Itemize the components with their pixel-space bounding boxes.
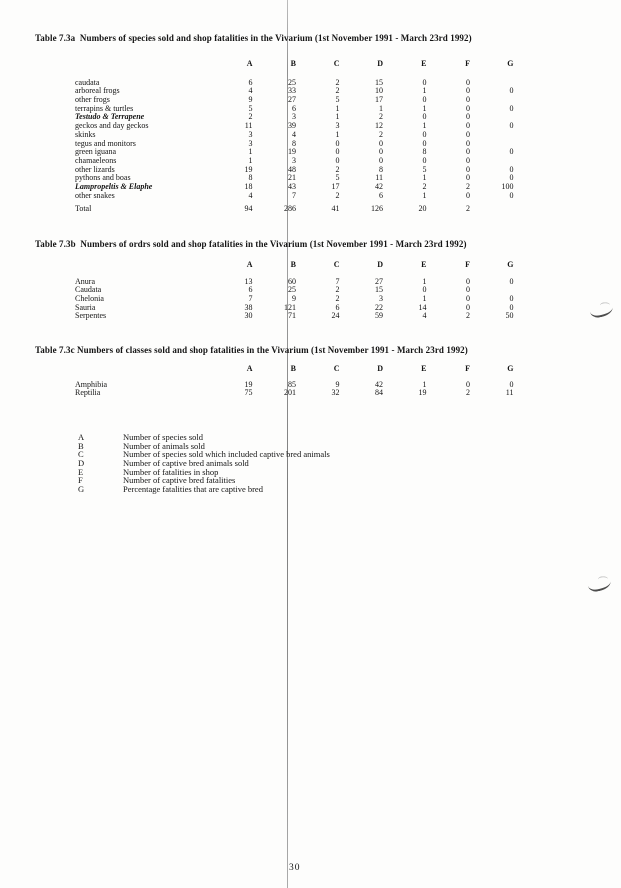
cell-value: 6 (292, 103, 296, 113)
cell-value: 2 (466, 181, 470, 191)
legend-key: D (78, 458, 85, 469)
table-header-row (75, 365, 514, 374)
cell-value: 5 (422, 164, 427, 174)
legend-description: Number of fatalities in shop (123, 466, 219, 477)
table-7-3c (75, 365, 514, 398)
cell-value: 3 (248, 129, 253, 139)
cell-value: 0 (466, 129, 470, 139)
cell-value: 25 (288, 285, 296, 295)
row-label: Lampropeltis & Elaphe (75, 181, 153, 191)
cell-value: 19 (244, 164, 253, 174)
row-label: other lizards (75, 164, 115, 174)
cell-value: 8 (422, 147, 427, 157)
cell-value (470, 131, 514, 140)
cell-value: 0 (466, 147, 470, 157)
cell-value: 94 (244, 204, 253, 214)
cell-value: 38 (244, 302, 253, 312)
cell-value: 22 (375, 302, 383, 312)
cell-value: 8 (248, 173, 253, 183)
row-label: Chelonia (75, 294, 104, 304)
cell-value: 1 (422, 276, 427, 286)
cell-value: 4 (422, 311, 427, 321)
legend-description: Number of species sold which included captive bred animals (123, 449, 330, 460)
cell-value: 17 (375, 95, 383, 105)
cell-value: 2 (466, 388, 470, 398)
legend-description: Number of species sold (123, 432, 204, 442)
cell-value: 0 (379, 138, 383, 148)
cell-value: 0 (509, 294, 514, 304)
cell-value: 18 (244, 181, 253, 191)
cell-value (470, 79, 514, 88)
row-label: other frogs (75, 95, 110, 105)
cell-value: 6 (248, 285, 253, 295)
table-row (75, 312, 514, 321)
cell-value: 15 (375, 285, 383, 295)
column-header: F (465, 260, 470, 269)
cell-value (470, 286, 514, 295)
cell-value: 20 (418, 204, 427, 214)
cell-value: 286 (284, 204, 296, 214)
legend-key: E (78, 466, 84, 477)
cell-value: 27 (288, 95, 296, 105)
cell-value: 2 (335, 294, 340, 304)
row-label: pythons and boas (75, 173, 131, 183)
cell-value: 1 (422, 86, 427, 96)
cell-value: 201 (284, 388, 296, 398)
cell-value: 30 (244, 311, 253, 321)
cell-value: 10 (375, 86, 383, 96)
cell-value: 2 (335, 86, 340, 96)
cell-value: 3 (379, 294, 383, 304)
cell-value: 0 (422, 95, 427, 105)
cell-value: 0 (335, 155, 340, 165)
column-header: F (465, 59, 470, 68)
cell-value: 1 (335, 103, 340, 113)
row-label (75, 60, 209, 69)
cell-value: 6 (248, 77, 253, 87)
row-label: Anura (75, 276, 95, 286)
cell-value: 24 (331, 311, 340, 321)
table-7-3a-title: Table 7.3a Numbers of species sold and shop fatalities in the Vivarium (1st November 1991 - March 23rd 1992) (35, 33, 472, 43)
row-label: caudata (75, 77, 100, 87)
cell-value: 3 (248, 138, 253, 148)
cell-value: 100 (501, 181, 514, 191)
cell-value: 75 (244, 388, 253, 398)
cell-value: 19 (288, 147, 296, 157)
column-header: C (333, 364, 340, 373)
cell-value: 0 (509, 121, 514, 131)
pen-mark-artifact (587, 578, 612, 593)
legend-key: G (78, 484, 85, 495)
cell-value: 0 (466, 121, 470, 131)
cell-value: 19 (418, 388, 427, 398)
cell-value: 1 (422, 190, 427, 200)
row-label (75, 365, 209, 374)
cell-value: 0 (466, 294, 470, 304)
cell-value: 7 (335, 276, 340, 286)
column-header: G (507, 59, 514, 68)
table-7-3b-title: Table 7.3b Numbers of ordrs sold and shop fatalities in the Vivarium (1st November 1991 - March 23rd 1992) (35, 239, 467, 249)
table-7-3a (75, 60, 514, 214)
cell-value: 0 (509, 86, 514, 96)
column-header: C (333, 260, 340, 269)
row-label: Amphibia (75, 379, 107, 389)
cell-value: 0 (466, 173, 470, 183)
cell-value: 60 (288, 276, 296, 286)
column-header: A (246, 260, 253, 269)
cell-value: 2 (422, 181, 427, 191)
column-header: D (377, 364, 383, 373)
cell-value: 4 (248, 86, 253, 96)
column-header: A (246, 59, 253, 68)
cell-value: 0 (509, 103, 514, 113)
legend-key: F (78, 475, 83, 486)
row-label (75, 261, 209, 270)
legend-description: Number of captive bred animals sold (123, 458, 249, 469)
row-label: other snakes (75, 190, 115, 200)
cell-value: 2 (335, 190, 340, 200)
table-header-row (75, 60, 514, 69)
cell-value: 1 (422, 294, 427, 304)
column-header: A (246, 364, 253, 373)
cell-value: 2 (379, 112, 383, 122)
row-label: green iguana (75, 147, 117, 157)
cell-value: 0 (509, 147, 514, 157)
cell-value: 0 (379, 155, 383, 165)
row-label: Testudo & Terrapene (75, 112, 145, 122)
cell-value: 4 (248, 190, 253, 200)
cell-value (470, 140, 514, 149)
cell-value: 4 (292, 129, 296, 139)
cell-value: 0 (466, 379, 470, 389)
cell-value: 1 (335, 129, 340, 139)
cell-value: 121 (284, 302, 296, 312)
cell-value: 11 (375, 173, 383, 183)
cell-value: 0 (335, 147, 340, 157)
cell-value: 0 (466, 164, 470, 174)
cell-value: 0 (466, 86, 470, 96)
legend-key: C (78, 449, 84, 460)
cell-value: 15 (375, 77, 383, 87)
table-row (75, 192, 514, 201)
cell-value: 1 (422, 173, 427, 183)
cell-value: 9 (292, 294, 296, 304)
cell-value: 0 (422, 155, 427, 165)
table-header-row (75, 261, 514, 270)
cell-value: 126 (371, 204, 383, 214)
table-7-3b (75, 261, 514, 321)
cell-value: 33 (288, 86, 296, 96)
column-header: E (421, 260, 427, 269)
cell-value: 43 (288, 181, 296, 191)
cell-value: 2 (335, 77, 340, 87)
cell-value: 1 (379, 103, 383, 113)
cell-value: 48 (288, 164, 296, 174)
cell-value: 59 (375, 311, 383, 321)
cell-value: 5 (248, 103, 253, 113)
cell-value: 2 (248, 112, 253, 122)
cell-value: 0 (466, 138, 470, 148)
row-label: Total (75, 204, 92, 214)
cell-value: 0 (335, 138, 340, 148)
cell-value: 25 (288, 77, 296, 87)
cell-value: 0 (466, 103, 470, 113)
cell-value: 0 (509, 379, 514, 389)
legend-row (78, 485, 330, 494)
cell-value: 42 (375, 379, 383, 389)
column-key-legend (78, 433, 330, 494)
cell-value: 0 (509, 173, 514, 183)
cell-value: 9 (248, 95, 253, 105)
cell-value: 6 (379, 190, 383, 200)
cell-value: 2 (379, 129, 383, 139)
row-label: Serpentes (75, 311, 107, 321)
cell-value (470, 157, 514, 166)
column-header: D (377, 260, 383, 269)
table-total-row (75, 205, 514, 214)
row-label: geckos and day geckos (75, 121, 149, 131)
cell-value: 85 (288, 379, 296, 389)
column-header: F (465, 364, 470, 373)
column-header: E (421, 364, 427, 373)
legend-description: Number of animals sold (123, 440, 205, 451)
cell-value: 39 (288, 121, 296, 131)
cell-value: 0 (509, 190, 514, 200)
row-label: tegus and monitors (75, 138, 136, 148)
cell-value: 13 (244, 276, 253, 286)
cell-value: 0 (422, 112, 427, 122)
cell-value: 9 (335, 379, 340, 389)
cell-value: 8 (379, 164, 383, 174)
cell-value: 32 (331, 388, 340, 398)
cell-value: 1 (422, 121, 427, 131)
table-7-3c-title: Table 7.3c Numbers of classes sold and shop fatalities in the Vivarium (1st November 1991 - March 23rd 1992) (35, 345, 468, 355)
cell-value: 2 (466, 311, 470, 321)
page-number: 30 (289, 863, 301, 873)
cell-value: 84 (375, 388, 383, 398)
column-header: G (507, 260, 514, 269)
cell-value: 11 (244, 121, 253, 131)
cell-value: 0 (466, 190, 470, 200)
cell-value (470, 113, 514, 122)
cell-value: 42 (375, 181, 383, 191)
row-label: arboreal frogs (75, 86, 120, 96)
cell-value: 1 (248, 147, 253, 157)
cell-value: 8 (292, 138, 296, 148)
cell-value: 1 (422, 379, 427, 389)
cell-value: 0 (509, 302, 514, 312)
column-header: B (290, 364, 296, 373)
pen-mark-artifact (589, 304, 614, 319)
cell-value: 0 (422, 77, 427, 87)
row-label: Sauria (75, 302, 96, 312)
cell-value: 2 (335, 164, 340, 174)
cell-value: 19 (244, 379, 253, 389)
legend-key: B (78, 440, 84, 451)
cell-value: 6 (335, 302, 340, 312)
column-header: E (421, 59, 427, 68)
cell-value: 2 (466, 204, 470, 214)
cell-value: 41 (331, 204, 340, 214)
cell-value: 1 (422, 103, 427, 113)
cell-value: 0 (422, 285, 427, 295)
cell-value (470, 205, 514, 214)
cell-value: 11 (505, 388, 514, 398)
column-header: C (333, 59, 340, 68)
cell-value: 3 (335, 121, 340, 131)
cell-value: 0 (466, 302, 470, 312)
cell-value: 27 (375, 276, 383, 286)
table-row (75, 389, 514, 398)
cell-value: 5 (335, 95, 340, 105)
column-header: D (377, 59, 383, 68)
cell-value: 0 (466, 155, 470, 165)
row-label: chamaeleons (75, 155, 117, 165)
cell-value: 7 (292, 190, 296, 200)
cell-value: 0 (422, 129, 427, 139)
cell-value: 0 (509, 276, 514, 286)
row-label: Reptilia (75, 388, 101, 398)
column-header: B (290, 59, 296, 68)
cell-value: 21 (288, 173, 296, 183)
legend-description: Number of captive bred fatalities (123, 475, 236, 486)
cell-value: 0 (466, 77, 470, 87)
cell-value: 71 (288, 311, 296, 321)
cell-value: 7 (248, 294, 253, 304)
legend-key: A (78, 432, 85, 442)
cell-value (470, 96, 514, 105)
cell-value: 1 (248, 155, 253, 165)
cell-value: 50 (505, 311, 514, 321)
cell-value: 1 (335, 112, 340, 122)
cell-value: 12 (375, 121, 383, 131)
cell-value: 0 (509, 164, 514, 174)
cell-value: 0 (466, 112, 470, 122)
cell-value: 0 (379, 147, 383, 157)
cell-value: 14 (418, 302, 427, 312)
cell-value: 5 (335, 173, 340, 183)
row-label: terrapins & turtles (75, 103, 134, 113)
cell-value: 2 (335, 285, 340, 295)
cell-value: 0 (466, 285, 470, 295)
legend-description: Percentage fatalities that are captive bred (123, 484, 263, 495)
cell-value: 3 (292, 112, 296, 122)
cell-value: 0 (466, 276, 470, 286)
column-header: B (290, 260, 296, 269)
row-label: skinks (75, 129, 96, 139)
cell-value: 17 (331, 181, 340, 191)
row-label: Caudata (75, 285, 102, 295)
cell-value: 0 (466, 95, 470, 105)
cell-value: 0 (422, 138, 427, 148)
column-header: G (507, 364, 514, 373)
cell-value: 3 (292, 155, 296, 165)
